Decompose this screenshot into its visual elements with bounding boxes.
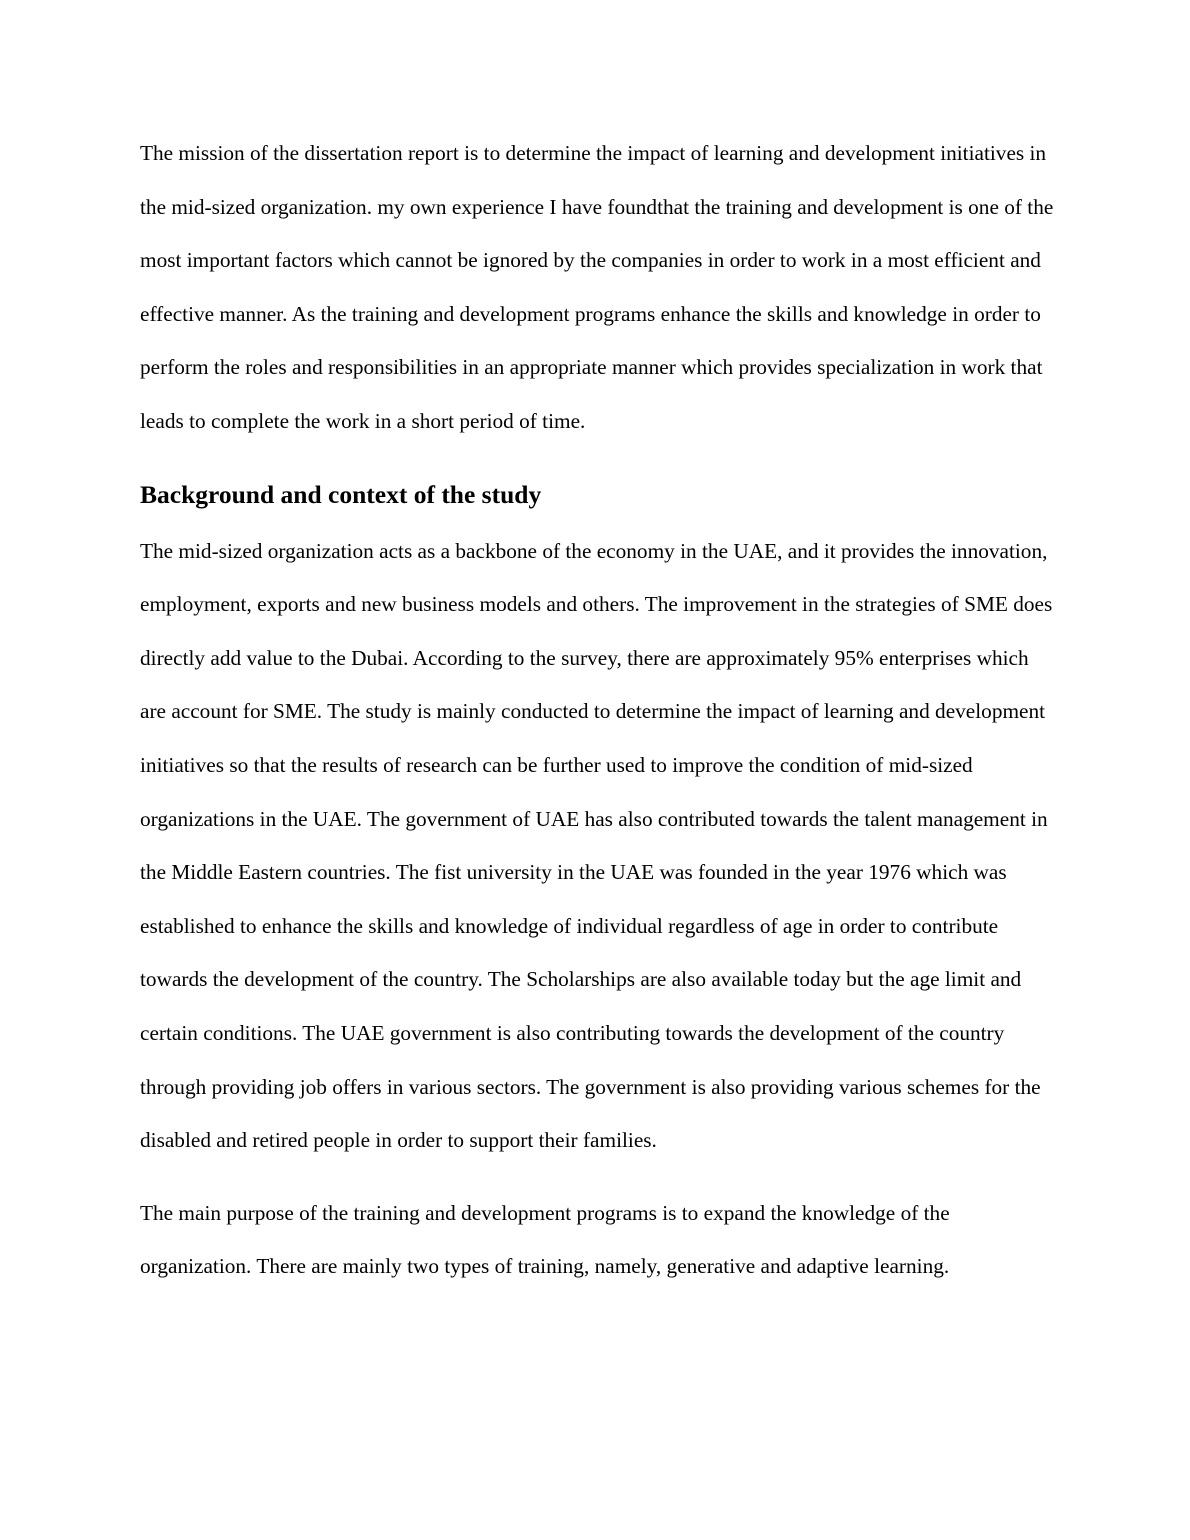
purpose-paragraph: The main purpose of the training and development programs is to expand the knowledge of the organization. There are mainly two types of training, namely, generative and adaptive learning. (140, 1200, 950, 1279)
document-body (140, 127, 1055, 1294)
background-paragraph: The mid-sized organization acts as a backbone of the economy in the UAE, and it provides the innovation, employment, exports and new business models and others. The improvement in the strategies of SME does directly add value to the Dubai. According to the survey, there are approximately 95% enterprises which are account for SME. The study is mainly conducted to determine the impact of learning and development initiatives so that the results of research can be further used to improve the condition of mid-sized organizations in the UAE. The government of UAE has also contributed towards the talent management in the Middle Eastern countries. The fist university in the UAE was founded in the year 1976 which was established to enhance the skills and knowledge of individual regardless of age in order to contribute towards the development of the country. The Scholarships are also available today but the age limit and certain conditions. The UAE government is also contributing towards the development of the country through providing job offers in various sectors. The government is also providing various schemes for the disabled and retired people in order to support their families. (140, 538, 1053, 1153)
section-heading: Background and context of the study (140, 479, 542, 509)
intro-paragraph: The mission of the dissertation report is to determine the impact of learning and development initiatives in the mid-sized organization. my own experience I have foundthat the training and development is one of the most important factors which cannot be ignored by the companies in order to work in a most efficient and effective manner. As the training and development programs enhance the skills and knowledge in order to perform the roles and responsibilities in an appropriate manner which provides specialization in work that leads to complete the work in a short period of time. (140, 141, 1054, 433)
